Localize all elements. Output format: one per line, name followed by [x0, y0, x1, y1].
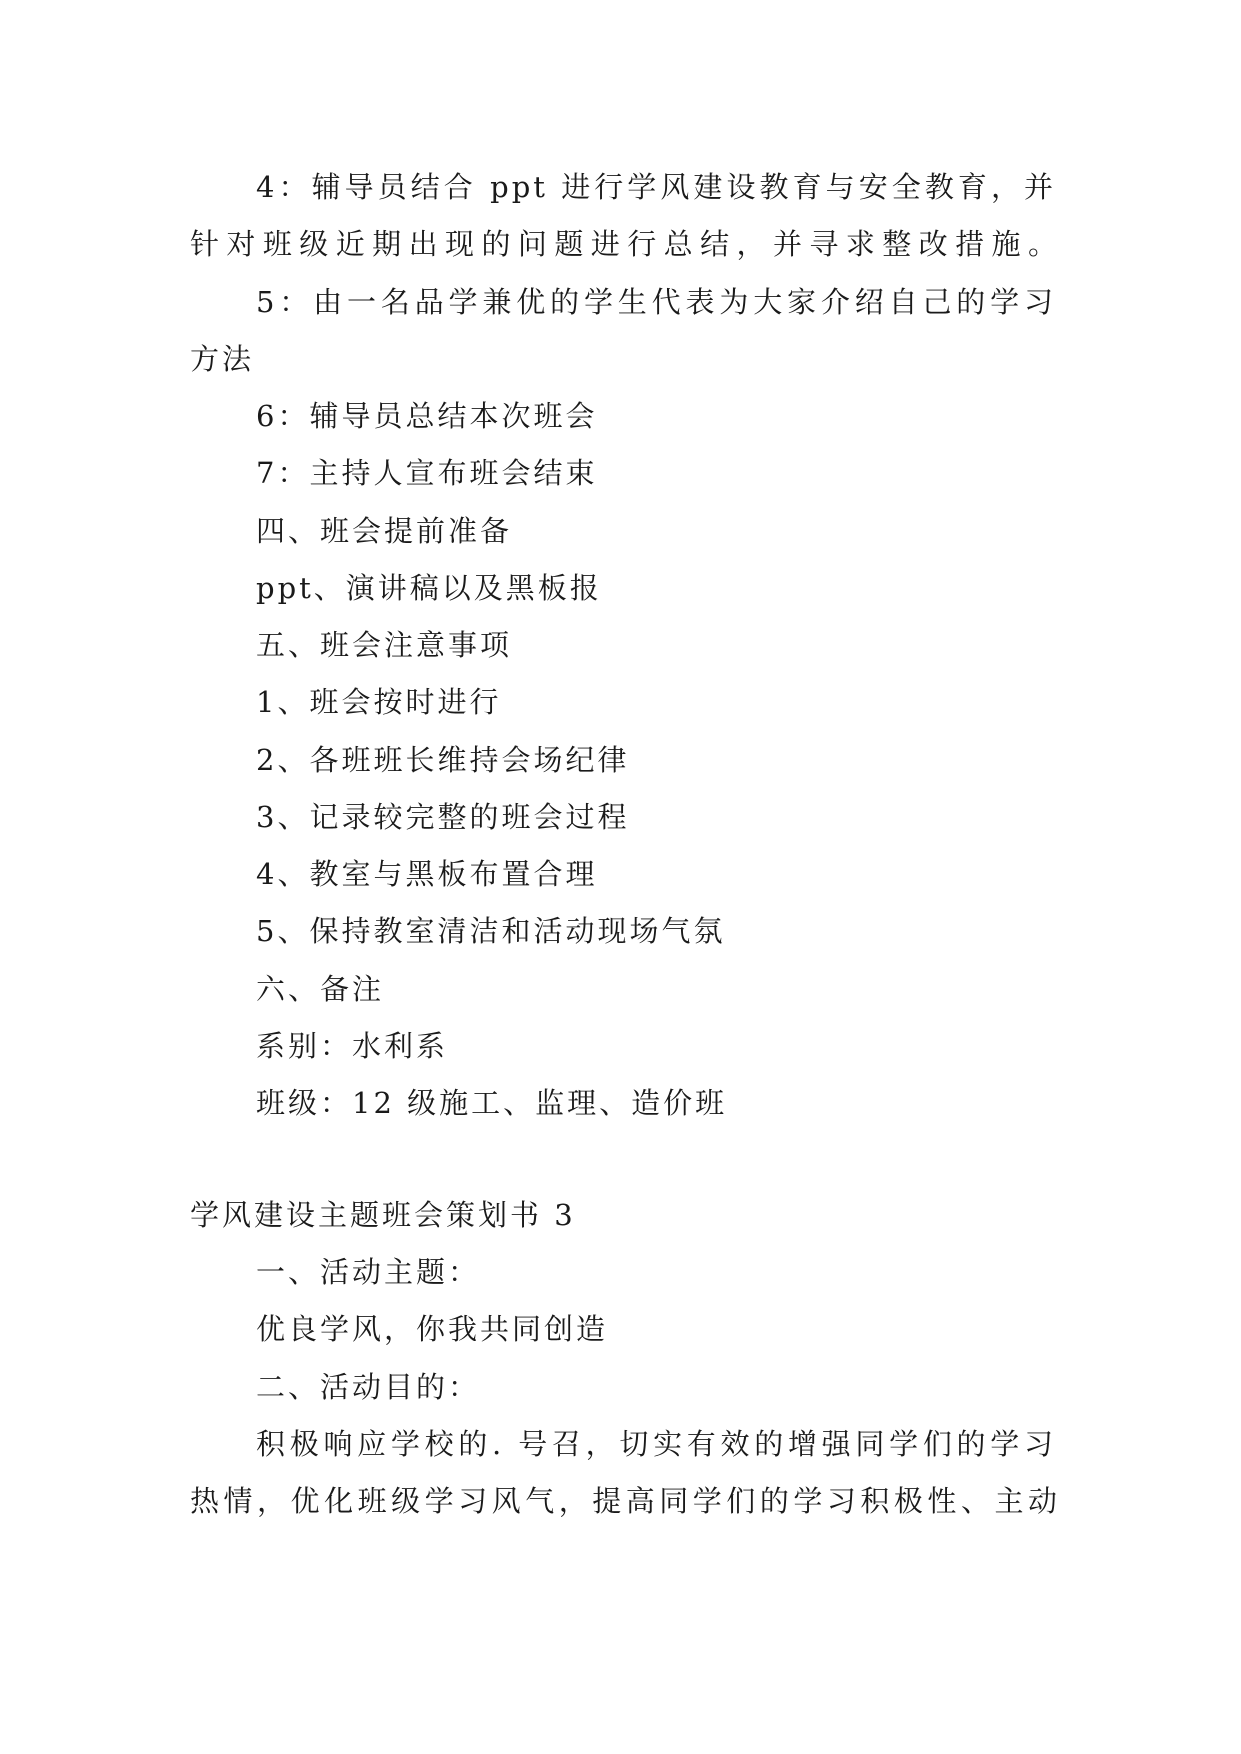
text-line: ppt、演讲稿以及黑板报	[256, 571, 602, 605]
section-heading: 六、备注	[256, 972, 385, 1006]
text-line: 优良学风，你我共同创造	[256, 1312, 609, 1346]
text-line: 积极响应学校的. 号召，切实有效的增强同学们的学习	[256, 1427, 1056, 1461]
list-item: 5、保持教室清洁和活动现场气氛	[256, 914, 726, 948]
section-heading: 五、班会注意事项	[256, 628, 513, 662]
text-line: 热情，优化班级学习风气，提高同学们的学习积极性、主动	[190, 1484, 1060, 1518]
text-line: 6：辅导员总结本次班会	[256, 399, 598, 433]
text-line: 方法	[190, 342, 255, 376]
list-item: 3、记录较完整的班会过程	[256, 800, 630, 834]
text-line: 4：辅导员结合 ppt 进行学风建设教育与安全教育，并	[256, 170, 1056, 204]
section-heading: 四、班会提前准备	[256, 514, 513, 548]
list-item: 2、各班班长维持会场纪律	[256, 743, 630, 777]
text-line: 班级：12 级施工、监理、造价班	[256, 1086, 728, 1120]
section-heading: 一、活动主题：	[256, 1255, 481, 1289]
text-line: 5：由一名品学兼优的学生代表为大家介绍自己的学习	[256, 285, 1056, 319]
section-heading: 二、活动目的：	[256, 1370, 481, 1404]
text-line: 针对班级近期出现的问题进行总结，并寻求整改措施。	[190, 227, 1060, 261]
text-line: 系别：水利系	[256, 1029, 449, 1063]
text-line: 7：主持人宣布班会结束	[256, 456, 598, 490]
list-item: 4、教室与黑板布置合理	[256, 857, 598, 891]
list-item: 1、班会按时进行	[256, 685, 502, 719]
document-title: 学风建设主题班会策划书 3	[190, 1198, 576, 1232]
